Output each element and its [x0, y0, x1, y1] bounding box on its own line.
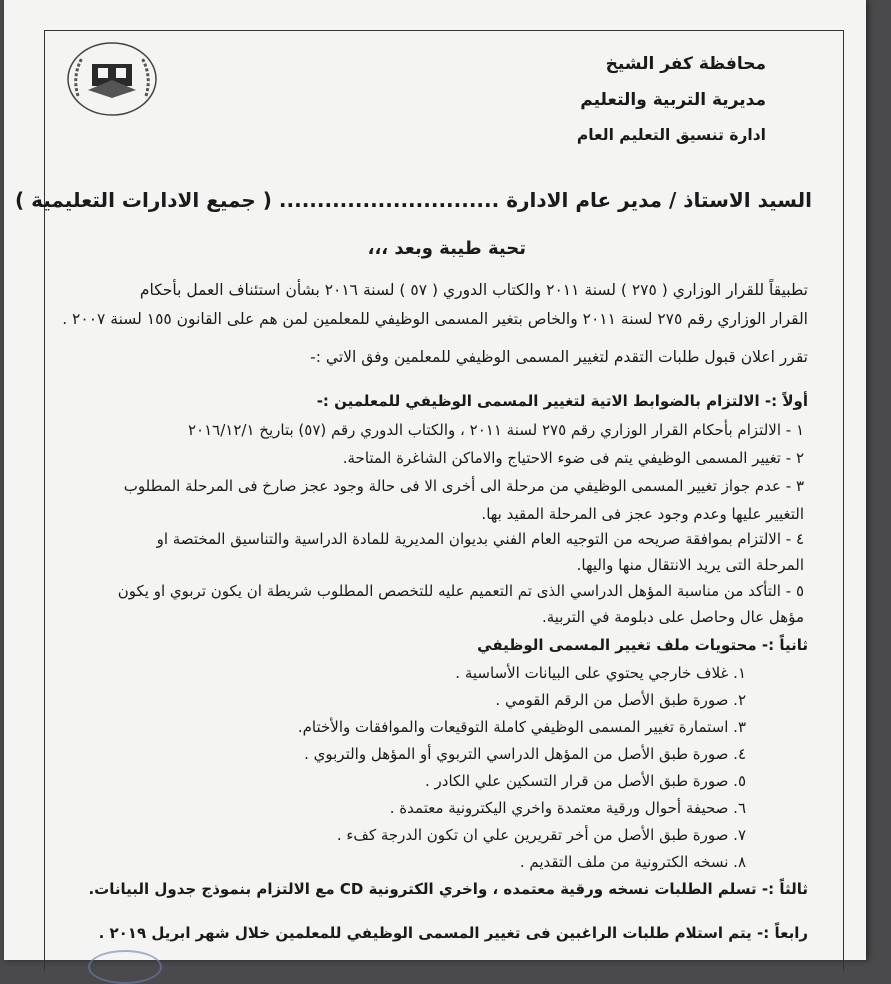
section-2-item-3: ٣. استمارة تغيير المسمى الوظيفي كاملة التوقيعات والموافقات والأختام.	[297, 718, 746, 736]
section-1-item-5: ٥ - التأكد من مناسبة المؤهل الدراسي الذى تم التعميم عليه للتخصص المطلوب شريطة ان يكون تربوي او يكون	[117, 582, 804, 600]
section-1-item-4: ٤ - الالتزام بموافقة صريحه من التوجيه العام الفني بديوان المديرية للمادة الدراسية والتناسيق المختصة او	[156, 530, 804, 548]
announcement: تقرر اعلان قبول طلبات التقدم لتغيير المسمى الوظيفي للمعلمين وفق الاتي :-	[310, 348, 808, 366]
intro-line-1: تطبيقاً للقرار الوزاري ( ٢٧٥ ) لسنة ٢٠١١ والكتاب الدوري ( ٥٧ ) لسنة ٢٠١٦ بشأن استئناف العمل بأحكام	[139, 281, 808, 299]
section-2-item-4: ٤. صورة طبق الأصل من المؤهل الدراسي التربوي أو المؤهل والتربوي .	[304, 745, 746, 763]
section-2-item-8: ٨. نسخه الكترونية من ملف التقديم .	[519, 853, 746, 871]
stamp-mark	[88, 950, 162, 984]
department-name: ادارة تنسيق التعليم العام	[576, 126, 766, 144]
section-2-item-5: ٥. صورة طبق الأصل من قرار التسكين علي الكادر .	[424, 772, 746, 790]
recipient-line: السيد الاستاذ / مدير عام الادارة ............................. ( جميع الادارات التعليمية )	[14, 188, 812, 212]
section-1-title: أولاً :- الالتزام بالضوابط الاتية لتغيير المسمى الوظيفي للمعلمين :-	[316, 392, 808, 410]
intro-line-2: القرار الوزاري رقم ٢٧٥ لسنة ٢٠١١ والخاص بتغير المسمى الوظيفي للمعلمين لمن هم على القانون ١٥٥ لسنة ٢٠٠٧ .	[62, 310, 808, 328]
greeting: تحية طيبة وبعد ،،،	[367, 238, 526, 259]
section-3: ثالثاً :- تسلم الطلبات نسخه ورقية معتمده ، واخري الكترونية CD مع الالتزام بنموذج جدول البيانات.	[88, 880, 808, 898]
section-2-item-2: ٢. صورة طبق الأصل من الرقم القومي .	[495, 691, 746, 709]
section-1-item-3: ٣ - عدم جواز تغيير المسمى الوظيفي من مرحلة الى أخرى الا فى حالة وجود عجز صارخ فى المرحلة المطلوب	[123, 477, 804, 495]
section-4: رابعاً :- يتم استلام طلبات الراغبين فى تغيير المسمى الوظيفي للمعلمين خلال شهر ابريل ٢٠١٩ .	[98, 924, 808, 942]
governorate-name: محافظة كفر الشيخ	[605, 54, 766, 74]
section-2-item-6: ٦. صحيفة أحوال ورقية معتمدة واخري اليكترونية معتمدة .	[389, 799, 746, 817]
section-2-title: ثانياً :- محتويات ملف تغيير المسمى الوظيفي	[477, 636, 808, 654]
section-1-item-5-cont: مؤهل عال وحاصل على دبلومة في التربية.	[541, 608, 804, 626]
document-page	[4, 0, 866, 960]
directorate-name: مديرية التربية والتعليم	[580, 90, 766, 110]
section-1-item-4-cont: المرحلة التى يريد الانتقال منها واليها.	[576, 556, 804, 574]
letter-body	[4, 0, 866, 960]
section-2-item-1: ١. غلاف خارجي يحتوي على البيانات الأساسية .	[455, 664, 746, 682]
section-2-item-7: ٧. صورة طبق الأصل من أخر تقريرين علي ان تكون الدرجة كفء .	[336, 826, 746, 844]
section-1-item-1: ١ - الالتزام بأحكام القرار الوزاري رقم ٢٧٥ لسنة ٢٠١١ ، والكتاب الدوري رقم (٥٧) بتاريخ ٢٠١٦/١٢/١	[188, 421, 804, 439]
section-1-item-2: ٢ - تغيير المسمى الوظيفي يتم فى ضوء الاحتياج والاماكن الشاغرة المتاحة.	[342, 449, 804, 467]
section-1-item-3-cont: التغيير عليها وعدم وجود عجز فى المرحلة المقيد بها.	[481, 505, 804, 523]
